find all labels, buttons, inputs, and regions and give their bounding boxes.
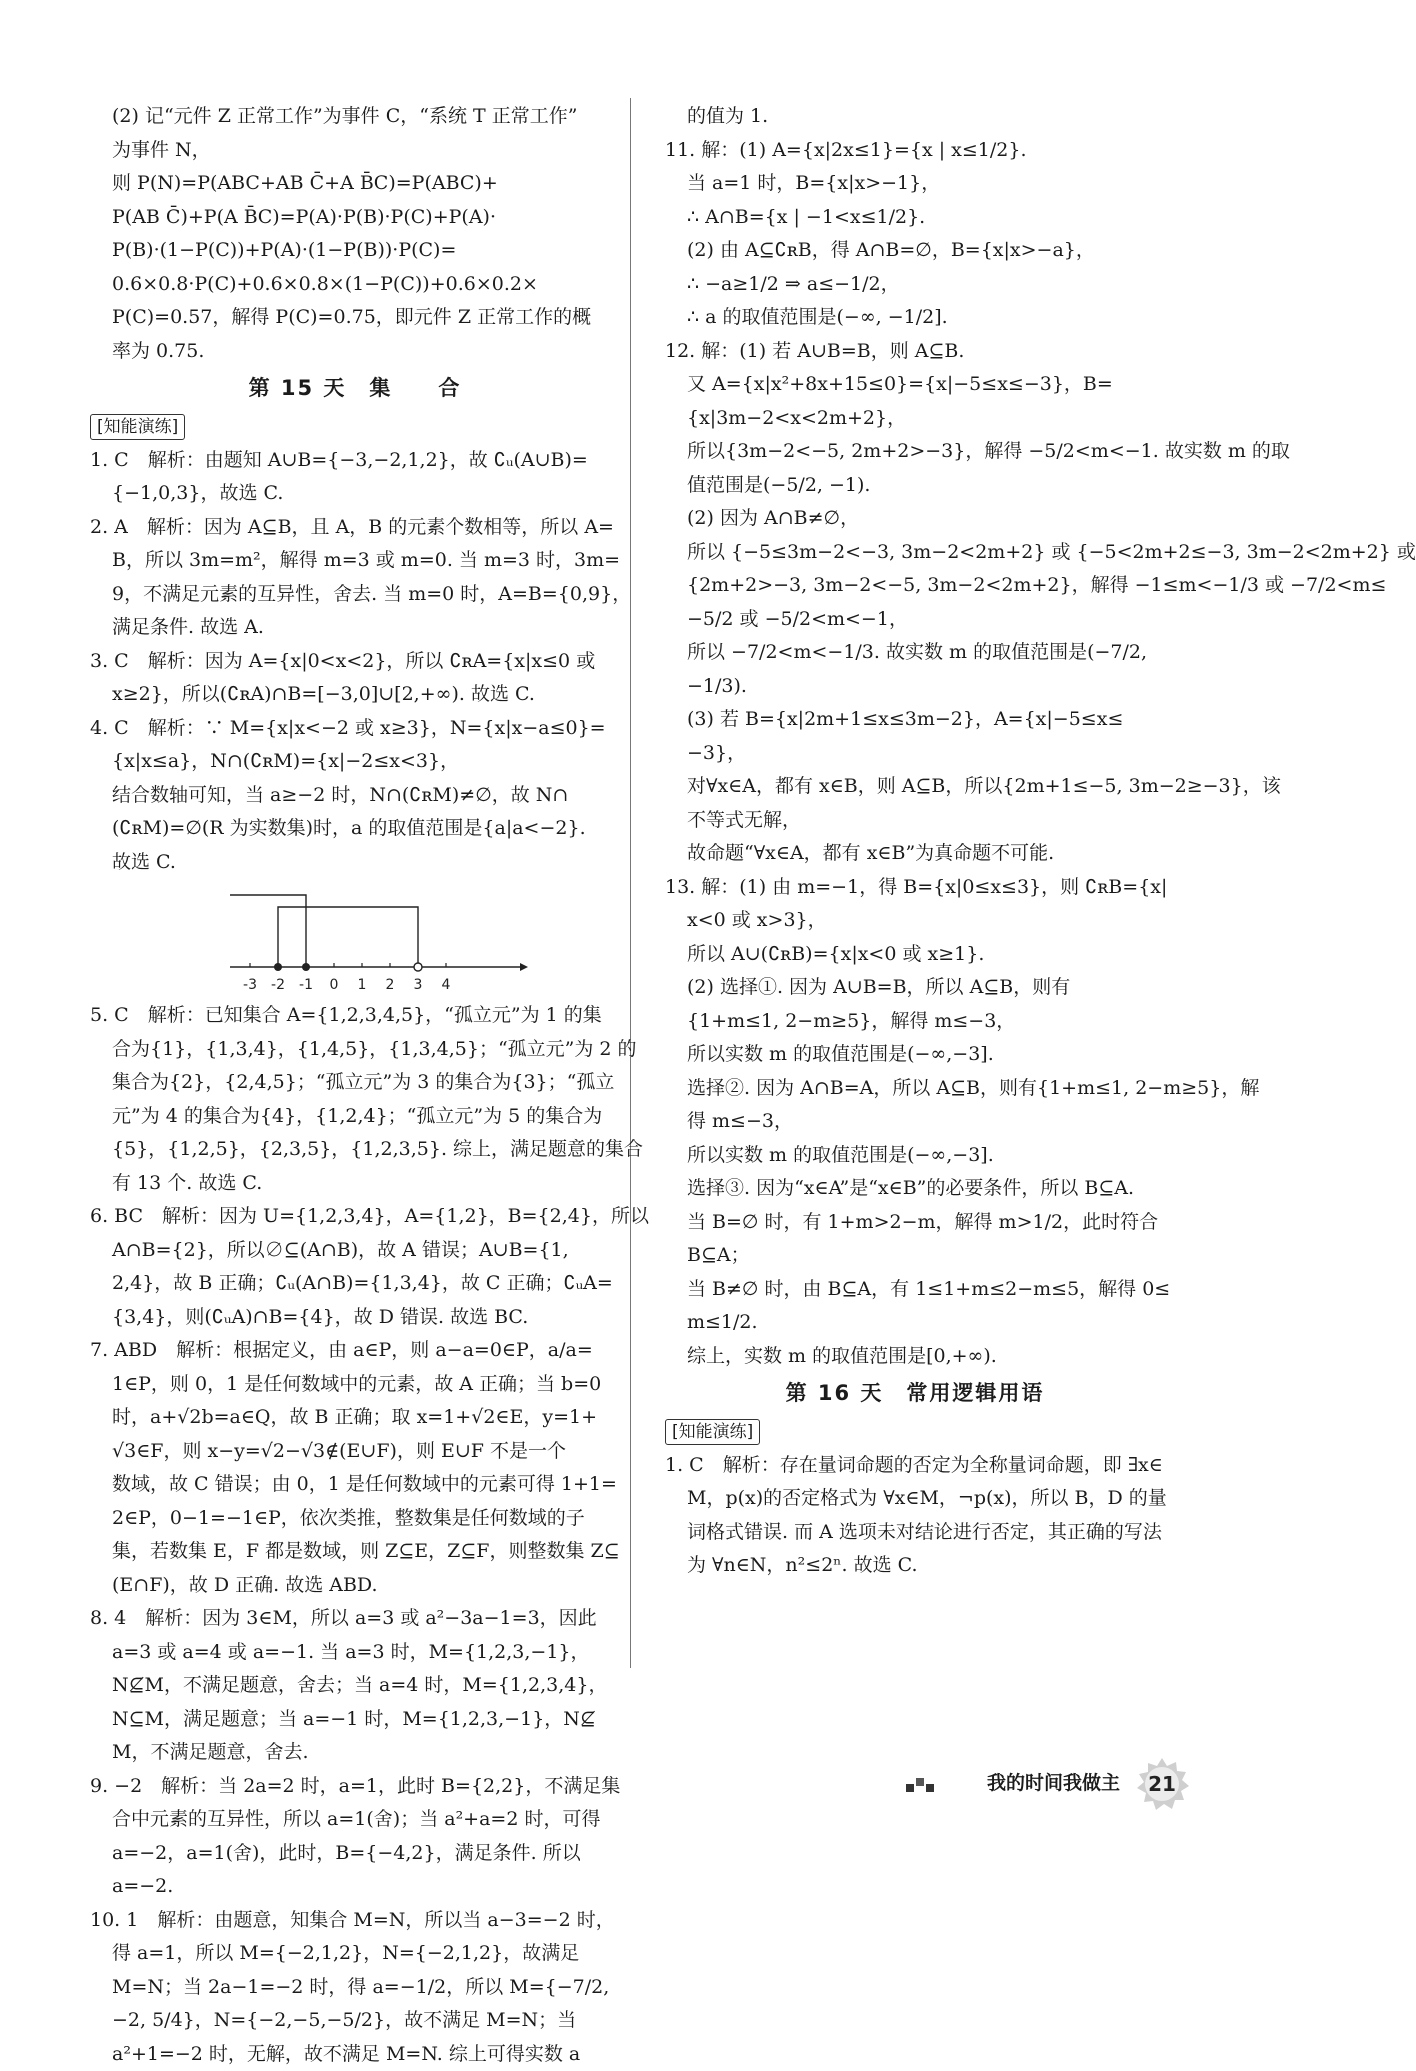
- text-line: 的值为 1.: [665, 100, 1165, 134]
- tick-label: 2: [386, 977, 395, 993]
- text-line: 所以{3m−2<−5, 2m+2>−3}，解得 −5/2<m<−1. 故实数 m 的取: [665, 435, 1165, 469]
- answer-items-1-4: [90, 444, 620, 880]
- answer-items-5-10: [90, 999, 620, 2071]
- text-line: (2) 因为 A∩B≠∅，: [665, 502, 1165, 536]
- text-line: 5. C 解析：已知集合 A={1,2,3,4,5}，“孤立元”为 1 的集: [90, 999, 620, 1033]
- squares-decor-icon: [906, 1774, 940, 1794]
- text-line: P(B)·(1−P(C))+P(A)·(1−P(B))·P(C)=: [90, 234, 620, 268]
- text-line: {3,4}，则(∁ᵤA)∩B={4}，故 D 错误. 故选 BC.: [90, 1301, 620, 1335]
- text-line: 合中元素的互异性，所以 a=1(舍)；当 a²+a=2 时，可得: [90, 1803, 620, 1837]
- text-line: 4. C 解析：∵ M={x|x<−2 或 x≥3}，N={x|x−a≤0}=: [90, 712, 620, 746]
- text-line: ∴ a 的取值范围是(−∞, −1/2].: [665, 301, 1165, 335]
- text-line: 1. C 解析：由题知 A∪B={−3,−2,1,2}，故 ∁ᵤ(A∪B)=: [90, 444, 620, 478]
- tick-label: -2: [271, 977, 285, 993]
- text-line: 合为{1}，{1,3,4}，{1,4,5}，{1,3,4,5}；“孤立元”为 2 的: [90, 1033, 620, 1067]
- text-line: 8. 4 解析：因为 3∈M，所以 a=3 或 a²−3a−1=3，因此: [90, 1602, 620, 1636]
- text-line: 故命题“∀x∈A，都有 x∈B”为真命题不可能.: [665, 837, 1165, 871]
- page-number: 21: [1134, 1756, 1190, 1812]
- tick-label: 4: [442, 977, 451, 993]
- text-line: 9. −2 解析：当 2a=2 时，a=1，此时 B={2,2}，不满足集: [90, 1770, 620, 1804]
- text-line: 所以实数 m 的取值范围是(−∞,−3].: [665, 1139, 1165, 1173]
- text-line: {x|x≤a}，N∩(∁ʀM)={x|−2≤x<3}，: [90, 745, 620, 779]
- column-divider: [630, 98, 631, 1668]
- text-line: 3. C 解析：因为 A={x|0<x<2}，所以 ∁ʀA={x|x≤0 或: [90, 645, 620, 679]
- text-line: 为 ∀n∈N，n²≤2ⁿ. 故选 C.: [665, 1549, 1165, 1583]
- text-line: 1∈P，则 0，1 是任何数域中的元素，故 A 正确；当 b=0: [90, 1368, 620, 1402]
- tick-label: 3: [414, 977, 423, 993]
- text-line: 结合数轴可知，当 a≥−2 时，N∩(∁ʀM)≠∅，故 N∩: [90, 779, 620, 813]
- text-line: −2, 5/4}，N={−2,−5,−5/2}，故不满足 M=N；当: [90, 2004, 620, 2038]
- text-line: 9，不满足元素的互异性，舍去. 当 m=0 时，A=B={0,9}，: [90, 578, 620, 612]
- text-line: 得 a=1，所以 M={−2,1,2}，N={−2,1,2}，故满足: [90, 1937, 620, 1971]
- text-line: B⊆A；: [665, 1239, 1165, 1273]
- tick-label: 0: [330, 977, 339, 993]
- tick-label: 1: [358, 977, 367, 993]
- text-line: √3∈F，则 x−y=√2−√3∉(E∪F)，则 E∪F 不是一个: [90, 1435, 620, 1469]
- interval-bracket-a: [230, 895, 306, 967]
- text-line: 所以 A∪(∁ʀB)={x|x<0 或 x≥1}.: [665, 938, 1165, 972]
- text-line: 当 B≠∅ 时，由 B⊆A，有 1≤1+m≤2−m≤5，解得 0≤: [665, 1273, 1165, 1307]
- text-line: m≤1/2.: [665, 1306, 1165, 1340]
- text-line: {1+m≤1, 2−m≥5}，解得 m≤−3，: [665, 1005, 1165, 1039]
- text-line: 选择③. 因为“x∈A”是“x∈B”的必要条件，所以 B⊆A.: [665, 1172, 1165, 1206]
- text-line: 集，若数集 E，F 都是数域，则 Z⊆E，Z⊆F，则整数集 Z⊆: [90, 1535, 620, 1569]
- closed-point-a: [302, 963, 310, 971]
- text-line: (3) 若 B={x|2m+1≤x≤3m−2}，A={x|−5≤x≤: [665, 703, 1165, 737]
- text-line: x<0 或 x>3}，: [665, 904, 1165, 938]
- interval-bracket: [278, 907, 418, 967]
- text-line: 不等式无解，: [665, 804, 1165, 838]
- text-line: 0.6×0.8·P(C)+0.6×0.8×(1−P(C))+0.6×0.2×: [90, 268, 620, 302]
- text-line: 选择②. 因为 A∩B=A，所以 A⊆B，则有{1+m≤1, 2−m≥5}，解: [665, 1072, 1165, 1106]
- text-line: (2) 选择①. 因为 A∪B=B，所以 A⊆B，则有: [665, 971, 1165, 1005]
- tick-label: -1: [299, 977, 313, 993]
- tick-label: -3: [243, 977, 257, 993]
- text-line: M，p(x)的否定格式为 ∀x∈M，¬p(x)，所以 B，D 的量: [665, 1482, 1165, 1516]
- text-line: 所以实数 m 的取值范围是(−∞,−3].: [665, 1038, 1165, 1072]
- text-line: ∴ −a≥1/2 ⇒ a≤−1/2，: [665, 268, 1165, 302]
- text-line: x≥2}，所以(∁ʀA)∩B=[−3,0]∪[2,+∞). 故选 C.: [90, 678, 620, 712]
- text-line: −1/3).: [665, 670, 1165, 704]
- page-number-badge: [1134, 1756, 1190, 1812]
- text-line: (E∩F)，故 D 正确. 故选 ABD.: [90, 1569, 620, 1603]
- right-answer-lines: [665, 100, 1165, 1373]
- text-line: 11. 解：(1) A={x|2x≤1}={x | x≤1/2}.: [665, 134, 1165, 168]
- text-line: 6. BC 解析：因为 U={1,2,3,4}，A={1,2}，B={2,4}，所以: [90, 1200, 620, 1234]
- text-line: a=3 或 a=4 或 a=−1. 当 a=3 时，M={1,2,3,−1}，: [90, 1636, 620, 1670]
- text-line: ∴ A∩B={x | −1<x≤1/2}.: [665, 201, 1165, 235]
- footer-slogan: 我的时间我做主: [987, 1768, 1120, 1795]
- text-line: 2,4}，故 B 正确；∁ᵤ(A∩B)={1,3,4}，故 C 正确；∁ᵤA=: [90, 1267, 620, 1301]
- left-column: [90, 100, 620, 2071]
- text-line: a²+1=−2 时，无解，故不满足 M=N. 综上可得实数 a: [90, 2038, 620, 2071]
- practice-badge-day16: [知能演练]: [665, 1419, 760, 1445]
- page-footer: [790, 1762, 1190, 1808]
- text-line: (2) 由 A⊆∁ʀB，得 A∩B=∅，B={x|x>−a}，: [665, 234, 1165, 268]
- text-line: 7. ABD 解析：根据定义，由 a∈P，则 a−a=0∈P，a/a=: [90, 1334, 620, 1368]
- section-title-day15: 第 15 天 集 合: [90, 372, 620, 406]
- text-line: 集合为{2}，{2,4,5}；“孤立元”为 3 的集合为{3}；“孤立: [90, 1066, 620, 1100]
- text-line: P(AB C̄)+P(A B̄C)=P(A)·P(B)·P(C)+P(A)·: [90, 201, 620, 235]
- text-line: 满足条件. 故选 A.: [90, 611, 620, 645]
- text-line: 10. 1 解析：由题意，知集合 M=N，所以当 a−3=−2 时，: [90, 1904, 620, 1938]
- closed-point: [274, 963, 282, 971]
- number-line-figure: [90, 879, 620, 999]
- text-line: M，不满足题意，舍去.: [90, 1736, 620, 1770]
- text-line: 值范围是(−5/2, −1).: [665, 469, 1165, 503]
- number-line-svg: [230, 887, 530, 997]
- right-column: [665, 100, 1165, 1583]
- text-line: 时，a+√2b=a∈Q，故 B 正确；取 x=1+√2∈E，y=1+: [90, 1401, 620, 1435]
- text-line: 为事件 N，: [90, 134, 620, 168]
- text-line: M=N；当 2a−1=−2 时，得 a=−1/2，所以 M={−7/2,: [90, 1971, 620, 2005]
- text-line: 词格式错误. 而 A 选项未对结论进行否定，其正确的写法: [665, 1516, 1165, 1550]
- text-line: 元”为 4 的集合为{4}，{1,2,4}；“孤立元”为 5 的集合为: [90, 1100, 620, 1134]
- text-line: {2m+2>−3, 3m−2<−5, 3m−2<2m+2}，解得 −1≤m<−1/3 或 −7/2<m≤: [665, 569, 1165, 603]
- text-line: 1. C 解析：存在量词命题的否定为全称量词命题，即 ∃x∈: [665, 1449, 1165, 1483]
- text-line: N⊆M，满足题意；当 a=−1 时，M={1,2,3,−1}，N⊈: [90, 1703, 620, 1737]
- text-line: {−1,0,3}，故选 C.: [90, 477, 620, 511]
- practice-badge: [知能演练]: [90, 414, 185, 440]
- text-line: P(C)=0.57，解得 P(C)=0.75，即元件 Z 正常工作的概: [90, 301, 620, 335]
- text-line: a=−2.: [90, 1870, 620, 1904]
- text-line: 2∈P，0−1=−1∈P，依次类推，整数集是任何数域的子: [90, 1502, 620, 1536]
- text-line: −5/2 或 −5/2<m<−1，: [665, 603, 1165, 637]
- day16-answer-lines: [665, 1449, 1165, 1583]
- text-line: 则 P(N)=P(ABC+AB C̄+A B̄C)=P(ABC)+: [90, 167, 620, 201]
- text-line: 所以 {−5≤3m−2<−3, 3m−2<2m+2} 或 {−5<2m+2≤−3, 3m−2<2m+2} 或: [665, 536, 1165, 570]
- text-line: 又 A={x|x²+8x+15≤0}={x|−5≤x≤−3}，B=: [665, 368, 1165, 402]
- text-line: 故选 C.: [90, 846, 620, 880]
- text-line: −3}，: [665, 737, 1165, 771]
- text-line: 当 B=∅ 时，有 1+m>2−m，解得 m>1/2，此时符合: [665, 1206, 1165, 1240]
- text-line: 率为 0.75.: [90, 335, 620, 369]
- text-line: 所以 −7/2<m<−1/3. 故实数 m 的取值范围是(−7/2,: [665, 636, 1165, 670]
- text-line: 当 a=1 时，B={x|x>−1}，: [665, 167, 1165, 201]
- text-line: 有 13 个. 故选 C.: [90, 1167, 620, 1201]
- text-line: 12. 解：(1) 若 A∪B=B，则 A⊆B.: [665, 335, 1165, 369]
- text-line: {x|3m−2<x<2m+2}，: [665, 402, 1165, 436]
- text-line: B，所以 3m=m²，解得 m=3 或 m=0. 当 m=3 时，3m=: [90, 544, 620, 578]
- text-line: 对∀x∈A，都有 x∈B，则 A⊆B，所以{2m+1≤−5, 3m−2≥−3}，该: [665, 770, 1165, 804]
- text-line: N⊈M，不满足题意，舍去；当 a=4 时，M={1,2,3,4}，: [90, 1669, 620, 1703]
- text-line: A∩B={2}，所以∅⊆(A∩B)，故 A 错误；A∪B={1,: [90, 1234, 620, 1268]
- text-line: (∁ʀM)=∅(R 为实数集)时，a 的取值范围是{a|a<−2}.: [90, 812, 620, 846]
- section-title-day16: 第 16 天 常用逻辑用语: [665, 1377, 1165, 1411]
- text-line: 得 m≤−3，: [665, 1105, 1165, 1139]
- open-point: [414, 963, 422, 971]
- axis-arrow-icon: [520, 963, 528, 971]
- text-line: 数域，故 C 错误；由 0，1 是任何数域中的元素可得 1+1=: [90, 1468, 620, 1502]
- text-line: a=−2，a=1(舍)，此时，B={−4,2}，满足条件. 所以: [90, 1837, 620, 1871]
- left-intro-lines: [90, 100, 620, 368]
- text-line: 综上，实数 m 的取值范围是[0,+∞).: [665, 1340, 1165, 1374]
- text-line: 13. 解：(1) 由 m=−1，得 B={x|0≤x≤3}，则 ∁ʀB={x|: [665, 871, 1165, 905]
- text-line: 2. A 解析：因为 A⊆B，且 A，B 的元素个数相等，所以 A=: [90, 511, 620, 545]
- text-line: {5}，{1,2,5}，{2,3,5}，{1,2,3,5}. 综上，满足题意的集合: [90, 1133, 620, 1167]
- text-line: (2) 记“元件 Z 正常工作”为事件 C，“系统 T 正常工作”: [90, 100, 620, 134]
